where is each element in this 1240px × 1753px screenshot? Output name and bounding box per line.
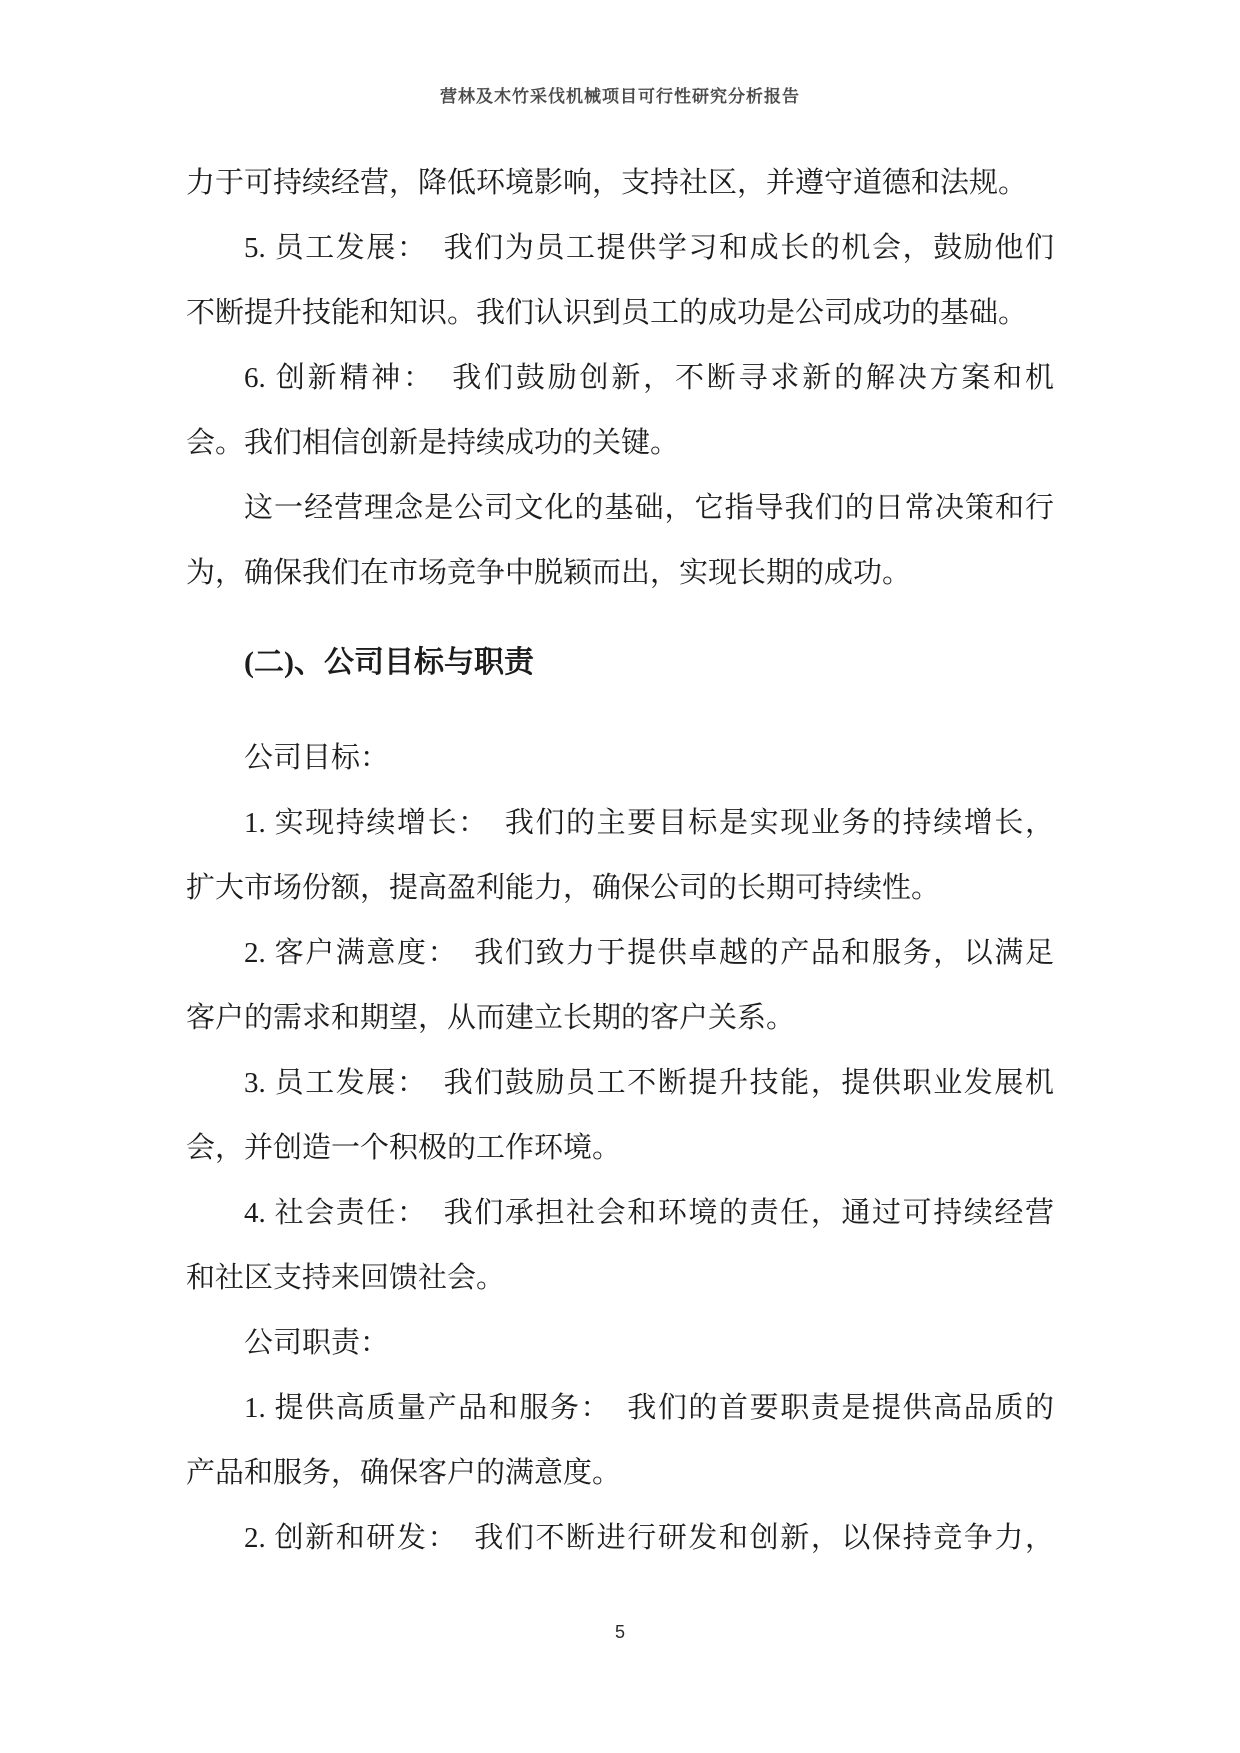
text-line: 扩大市场份额，提高盈利能力，确保公司的长期可持续性。 <box>186 872 941 904</box>
document-body <box>186 151 1054 1571</box>
text-line: 公司职责： <box>244 1327 390 1359</box>
text-line: 2. 客户满意度： 我们致力于提供卓越的产品和服务，以满足 <box>244 937 1054 969</box>
text-line: 客户的需求和期望，从而建立长期的客户关系。 <box>186 1002 796 1034</box>
text-line: 1. 实现持续增长： 我们的主要目标是实现业务的持续增长， <box>244 807 1054 839</box>
text-line: 3. 员工发展： 我们鼓励员工不断提升技能，提供职业发展机 <box>244 1067 1054 1099</box>
section-heading: (二)、公司目标与职责 <box>244 646 534 679</box>
text-line: 力于可持续经营，降低环境影响，支持社区，并遵守道德和法规。 <box>186 167 1028 199</box>
text-line: 6. 创新精神： 我们鼓励创新，不断寻求新的解决方案和机 <box>244 362 1054 394</box>
text-line: 2. 创新和研发： 我们不断进行研发和创新，以保持竞争力， <box>244 1522 1054 1554</box>
text-line: 为，确保我们在市场竞争中脱颖而出，实现长期的成功。 <box>186 557 912 589</box>
page-number: 5 <box>614 1622 625 1642</box>
text-line: 会。我们相信创新是持续成功的关键。 <box>186 427 680 459</box>
text-line: 和社区支持来回馈社会。 <box>186 1262 506 1294</box>
text-line: 不断提升技能和知识。我们认识到员工的成功是公司成功的基础。 <box>186 297 1028 329</box>
text-line: 公司目标： <box>244 742 390 774</box>
page-header-title: 营林及木竹采伐机械项目可行性研究分析报告 <box>440 87 800 106</box>
text-line: 1. 提供高质量产品和服务： 我们的首要职责是提供高品质的 <box>244 1392 1054 1424</box>
text-line: 产品和服务，确保客户的满意度。 <box>186 1457 622 1489</box>
text-line: 5. 员工发展： 我们为员工提供学习和成长的机会，鼓励他们 <box>244 232 1054 264</box>
text-line: 会，并创造一个积极的工作环境。 <box>186 1132 622 1164</box>
text-line: 这一经营理念是公司文化的基础，它指导我们的日常决策和行 <box>244 492 1054 524</box>
text-line: 4. 社会责任： 我们承担社会和环境的责任，通过可持续经营 <box>244 1197 1054 1229</box>
